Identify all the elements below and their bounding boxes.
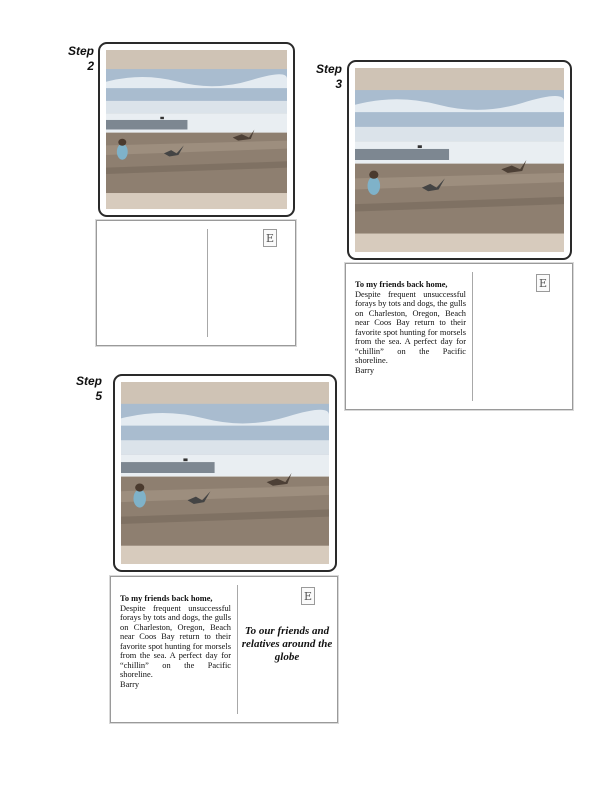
step-2-photo-frame xyxy=(98,42,295,217)
step-3-postcard xyxy=(345,263,573,410)
step-3-label xyxy=(306,62,342,92)
message-salutation: To my friends back home, xyxy=(120,594,213,603)
postcard-divider xyxy=(472,272,473,401)
stamp-box-icon xyxy=(301,587,315,605)
beach-photo xyxy=(121,382,329,564)
address-text: To our friends and relatives around the globe xyxy=(241,625,333,663)
stamp-glyph: E xyxy=(538,276,548,290)
step-number: 5 xyxy=(95,389,102,403)
step-3-photo-frame xyxy=(347,60,572,260)
message-body: Despite frequent unsuccessful forays by tots and dogs, the gulls on Charleston, Oregon, Beach near Coos Bay return to their favorite spot hunting for morsels from the sea. A perfect day for “chillin” on the Pacific shoreline. xyxy=(355,289,466,365)
step-word: Step xyxy=(315,62,342,76)
beach-scene-image xyxy=(121,382,329,564)
stamp-glyph: E xyxy=(265,231,275,245)
beach-scene-image xyxy=(106,50,287,209)
message-salutation: To my friends back home, xyxy=(355,280,448,289)
step-word: Step xyxy=(67,44,94,58)
message-body: Despite frequent unsuccessful forays by tots and dogs, the gulls on Charleston, Oregon, Beach near Coos Bay return to their favorite spot hunting for morsels from the sea. A perfect day for “chillin” on the Pacific shoreline. xyxy=(120,603,231,679)
stamp-box-icon xyxy=(536,274,550,292)
step-5-photo-frame xyxy=(113,374,337,572)
stamp-box-icon xyxy=(263,229,277,247)
step-5-label xyxy=(66,374,102,404)
message-signature: Barry xyxy=(355,365,375,375)
step-5-postcard xyxy=(110,576,338,723)
postcard-message xyxy=(355,280,466,375)
postcard-message xyxy=(120,594,231,689)
step-2-label xyxy=(60,44,94,74)
beach-scene-image xyxy=(355,68,564,252)
postcard-divider xyxy=(237,585,238,714)
message-signature: Barry xyxy=(120,679,140,689)
step-word: Step xyxy=(75,374,102,388)
beach-photo xyxy=(106,50,287,209)
beach-photo xyxy=(355,68,564,252)
step-number: 3 xyxy=(335,77,342,91)
step-2-postcard xyxy=(96,220,296,346)
postcard-address xyxy=(239,625,335,664)
step-number: 2 xyxy=(87,59,94,73)
postcard-divider xyxy=(207,229,208,337)
stamp-glyph: E xyxy=(303,589,313,603)
